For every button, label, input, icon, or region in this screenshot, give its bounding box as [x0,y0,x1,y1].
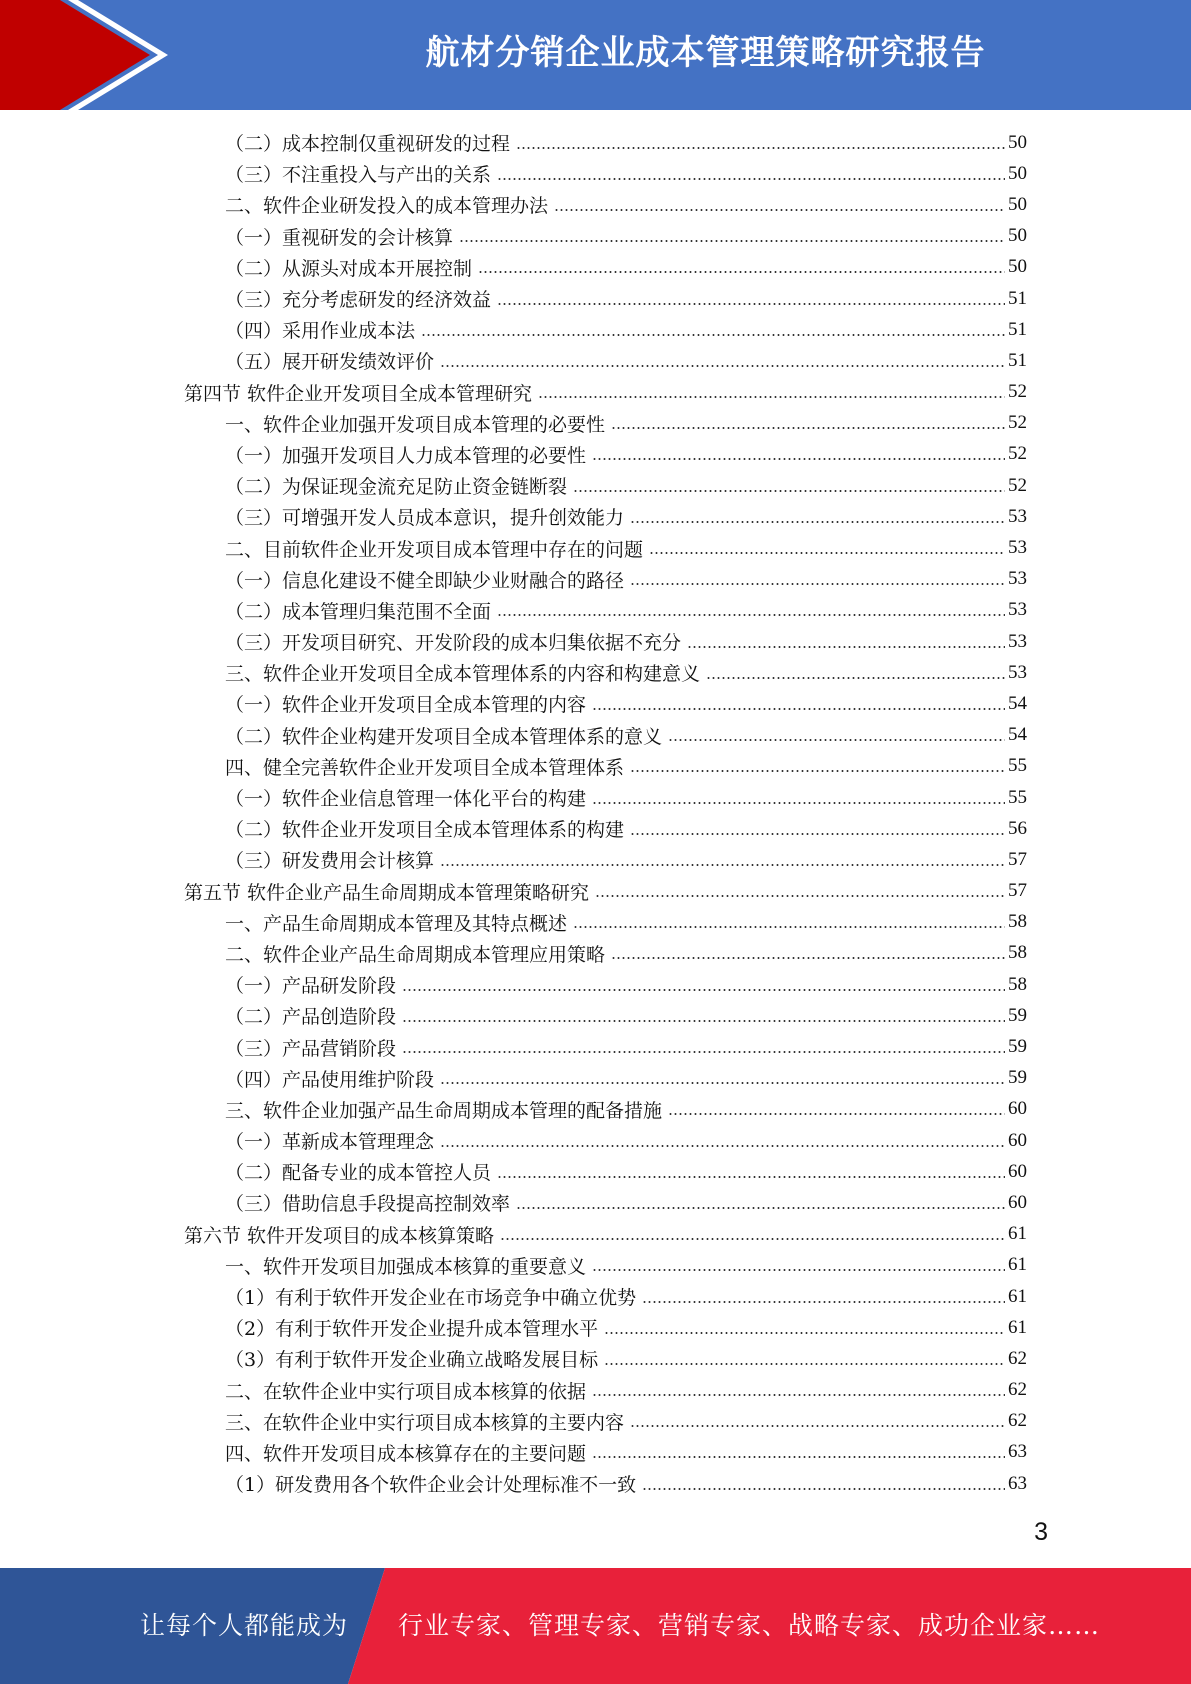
toc-entry[interactable] [225,532,1027,563]
toc-entry-title: （二）成本控制仅重视研发的过程 [225,133,511,156]
toc-entry[interactable] [225,127,1027,158]
toc-entry-page: 59 [1008,1004,1027,1026]
toc-entry-page: 56 [1008,817,1027,839]
toc-dot-leader [592,802,1005,804]
page-header [0,0,1191,110]
toc-entry-title: （三）充分考虑研发的经济效益 [225,289,492,312]
toc-entry-title: （四）采用作业成本法 [225,320,416,343]
toc-dot-leader [573,490,1005,492]
toc-entry[interactable] [225,720,1027,751]
toc-dot-leader [668,1113,1005,1115]
toc-entry[interactable] [225,1406,1027,1437]
table-of-contents [0,127,1191,1499]
toc-dot-leader [459,240,1005,242]
toc-entry-title: （三）借助信息手段提高控制效率 [225,1193,511,1216]
toc-entry[interactable] [225,1281,1027,1312]
toc-dot-leader [554,209,1005,211]
toc-entry[interactable] [225,626,1027,657]
toc-dot-leader [604,1332,1005,1334]
toc-entry-page: 57 [1008,880,1027,902]
toc-entry-page: 53 [1008,599,1027,621]
footer-slogan-right: 行业专家、管理专家、营销专家、战略专家、成功企业家…… [398,1611,1101,1640]
toc-entry-page: 52 [1008,412,1027,434]
toc-entry[interactable] [225,1312,1027,1343]
toc-dot-leader [573,926,1005,928]
toc-entry[interactable] [225,439,1027,470]
toc-entry-title: 一、软件开发项目加强成本核算的重要意义 [225,1255,587,1278]
toc-dot-leader [592,1456,1005,1458]
toc-entry-page: 60 [1008,1098,1027,1120]
toc-entry-title: 四、软件开发项目成本核算存在的主要问题 [225,1442,587,1465]
toc-dot-leader [538,396,1005,398]
toc-entry-title: （四）产品使用维护阶段 [225,1068,435,1091]
toc-entry-title: （二）配备专业的成本管控人员 [225,1162,492,1185]
toc-entry-page: 53 [1008,505,1027,527]
toc-entry-title: （三）可增强开发人员成本意识，提升创效能力 [225,507,625,530]
toc-entry-page: 53 [1008,661,1027,683]
toc-entry-title: （一）重视研发的会计核算 [225,226,454,249]
toc-entry[interactable] [225,782,1027,813]
toc-entry[interactable] [225,1250,1027,1281]
toc-entry[interactable] [184,876,1027,907]
toc-entry-title: 一、产品生命周期成本管理及其特点概述 [225,912,568,935]
toc-dot-leader [642,1301,1005,1303]
toc-entry-title: 四、健全完善软件企业开发项目全成本管理体系 [225,756,625,779]
toc-entry-title: 二、目前软件企业开发项目成本管理中存在的问题 [225,538,644,561]
toc-dot-leader [630,1425,1005,1427]
toc-entry-title: （三）开发项目研究、开发阶段的成本归集依据不充分 [225,632,682,655]
toc-entry[interactable] [225,221,1027,252]
toc-entry-title: （三）不注重投入与产出的关系 [225,164,492,187]
toc-entry-title: （三）研发费用会计核算 [225,850,435,873]
toc-entry-title: （1）有利于软件开发企业在市场竞争中确立优势 [225,1287,637,1310]
toc-entry-page: 51 [1008,287,1027,309]
toc-entry[interactable] [225,813,1027,844]
toc-entry[interactable] [225,408,1027,439]
toc-entry-page: 63 [1008,1441,1027,1463]
toc-entry[interactable] [225,564,1027,595]
toc-entry[interactable] [225,657,1027,688]
toc-entry-page: 53 [1008,537,1027,559]
toc-dot-leader [649,552,1005,554]
toc-entry-title: （一）加强开发项目人力成本管理的必要性 [225,444,587,467]
toc-entry-title: （2）有利于软件开发企业提升成本管理水平 [225,1318,599,1341]
toc-entry[interactable] [225,189,1027,220]
toc-dot-leader [611,427,1005,429]
toc-entry-title: 二、在软件企业中实行项目成本核算的依据 [225,1380,587,1403]
toc-entry[interactable] [225,501,1027,532]
toc-entry-title: 第四节 软件企业开发项目全成本管理研究 [184,382,533,405]
toc-entry-title: （二）产品创造阶段 [225,1006,397,1029]
toc-dot-leader [516,147,1005,149]
toc-dot-leader [592,458,1005,460]
toc-dot-leader [595,895,1005,897]
toc-entry-title: （一）革新成本管理理念 [225,1131,435,1154]
toc-entry-page: 54 [1008,692,1027,714]
toc-entry-page: 50 [1008,225,1027,247]
toc-dot-leader [402,1051,1005,1053]
toc-entry[interactable] [225,1468,1027,1499]
toc-dot-leader [497,178,1005,180]
toc-dot-leader [630,521,1005,523]
toc-entry-page: 62 [1008,1379,1027,1401]
toc-entry-page: 53 [1008,568,1027,590]
toc-dot-leader [500,1238,1005,1240]
toc-entry-page: 58 [1008,942,1027,964]
toc-dot-leader [604,1363,1005,1365]
toc-entry[interactable] [225,844,1027,875]
toc-entry[interactable] [225,1094,1027,1125]
toc-dot-leader [402,1020,1005,1022]
toc-dot-leader [497,303,1005,305]
toc-entry-title: （二）成本管理归集范围不全面 [225,600,492,623]
toc-entry-page: 50 [1008,162,1027,184]
toc-entry[interactable] [225,751,1027,782]
toc-entry[interactable] [225,1187,1027,1218]
toc-entry-title: （1）研发费用各个软件企业会计处理标准不一致 [225,1474,637,1497]
toc-entry-title: 第六节 软件开发项目的成本核算策略 [184,1224,495,1247]
toc-entry-page: 57 [1008,848,1027,870]
toc-dot-leader [630,833,1005,835]
toc-entry-page: 50 [1008,256,1027,278]
toc-entry[interactable] [225,1125,1027,1156]
toc-entry-title: 三、软件企业加强产品生命周期成本管理的配备措施 [225,1099,663,1122]
toc-entry-page: 61 [1008,1285,1027,1307]
toc-entry[interactable] [225,938,1027,969]
toc-dot-leader [592,708,1005,710]
toc-dot-leader [497,1176,1005,1178]
toc-entry-page: 59 [1008,1036,1027,1058]
toc-entry-title: （二）软件企业构建开发项目全成本管理体系的意义 [225,725,663,748]
toc-dot-leader [668,739,1005,741]
toc-dot-leader [402,989,1005,991]
toc-dot-leader [440,1082,1005,1084]
toc-entry-page: 60 [1008,1191,1027,1213]
toc-entry[interactable] [225,252,1027,283]
toc-entry-title: 一、软件企业加强开发项目成本管理的必要性 [225,413,606,436]
toc-entry-page: 60 [1008,1129,1027,1151]
toc-entry-title: 二、软件企业产品生命周期成本管理应用策略 [225,943,606,966]
toc-entry[interactable] [184,1219,1027,1250]
toc-entry[interactable] [225,1156,1027,1187]
toc-entry-title: 三、软件企业开发项目全成本管理体系的内容和构建意义 [225,663,701,686]
toc-entry-page: 51 [1008,318,1027,340]
toc-dot-leader [497,614,1005,616]
toc-entry[interactable] [225,1031,1027,1062]
toc-dot-leader [687,646,1005,648]
toc-entry[interactable] [225,1063,1027,1094]
toc-entry[interactable] [225,314,1027,345]
toc-entry-page: 52 [1008,381,1027,403]
toc-entry-page: 62 [1008,1347,1027,1369]
toc-entry-page: 52 [1008,443,1027,465]
toc-entry-title: 第五节 软件企业产品生命周期成本管理策略研究 [184,881,590,904]
toc-entry-page: 50 [1008,193,1027,215]
page-number: 3 [1034,1518,1048,1546]
toc-entry-page: 52 [1008,474,1027,496]
toc-entry[interactable] [225,1343,1027,1374]
toc-dot-leader [440,365,1005,367]
toc-dot-leader [642,1488,1005,1490]
toc-entry-page: 55 [1008,755,1027,777]
toc-dot-leader [630,583,1005,585]
toc-dot-leader [706,677,1005,679]
toc-dot-leader [440,1145,1005,1147]
toc-entry[interactable] [225,283,1027,314]
toc-entry-page: 58 [1008,973,1027,995]
toc-entry[interactable] [225,345,1027,376]
toc-entry-title: （五）展开研发绩效评价 [225,351,435,374]
toc-entry[interactable] [225,907,1027,938]
toc-entry-title: 二、软件企业研发投入的成本管理办法 [225,195,549,218]
toc-entry-page: 55 [1008,786,1027,808]
toc-entry[interactable] [225,969,1027,1000]
toc-entry[interactable] [225,595,1027,626]
toc-entry-title: （一）产品研发阶段 [225,975,397,998]
toc-dot-leader [611,957,1005,959]
toc-entry[interactable] [225,470,1027,501]
toc-dot-leader [592,1269,1005,1271]
toc-dot-leader [516,1207,1005,1209]
toc-entry[interactable] [225,1437,1027,1468]
toc-entry-title: （三）产品营销阶段 [225,1037,397,1060]
footer-slogan-left: 让每个人都能成为 [140,1611,349,1640]
toc-entry-page: 61 [1008,1254,1027,1276]
toc-entry-title: （一）软件企业开发项目全成本管理的内容 [225,694,587,717]
toc-dot-leader [592,1394,1005,1396]
toc-entry-title: （一）软件企业信息管理一体化平台的构建 [225,788,587,811]
toc-entry[interactable] [225,1375,1027,1406]
toc-dot-leader [440,864,1005,866]
toc-entry-page: 63 [1008,1472,1027,1494]
toc-entry-page: 53 [1008,630,1027,652]
toc-entry-page: 59 [1008,1067,1027,1089]
toc-dot-leader [630,770,1005,772]
toc-entry-title: 三、在软件企业中实行项目成本核算的主要内容 [225,1411,625,1434]
toc-entry-title: （3）有利于软件开发企业确立战略发展目标 [225,1349,599,1372]
toc-dot-leader [478,271,1005,273]
toc-entry-title: （二）从源头对成本开展控制 [225,257,473,280]
toc-entry[interactable] [225,1000,1027,1031]
toc-entry-page: 50 [1008,131,1027,153]
toc-entry-page: 62 [1008,1410,1027,1432]
toc-entry[interactable] [184,377,1027,408]
toc-entry-page: 54 [1008,724,1027,746]
toc-entry-page: 61 [1008,1223,1027,1245]
toc-entry-page: 60 [1008,1160,1027,1182]
toc-entry-page: 51 [1008,349,1027,371]
toc-entry-page: 61 [1008,1316,1027,1338]
page-footer [0,1568,1191,1684]
toc-entry-title: （一）信息化建设不健全即缺少业财融合的路径 [225,569,625,592]
toc-entry-page: 58 [1008,911,1027,933]
report-title: 航材分销企业成本管理策略研究报告 [425,33,986,73]
toc-entry-title: （二）为保证现金流充足防止资金链断裂 [225,476,568,499]
toc-dot-leader [421,334,1005,336]
toc-entry[interactable] [225,158,1027,189]
toc-entry[interactable] [225,688,1027,719]
toc-entry-title: （二）软件企业开发项目全成本管理体系的构建 [225,819,625,842]
